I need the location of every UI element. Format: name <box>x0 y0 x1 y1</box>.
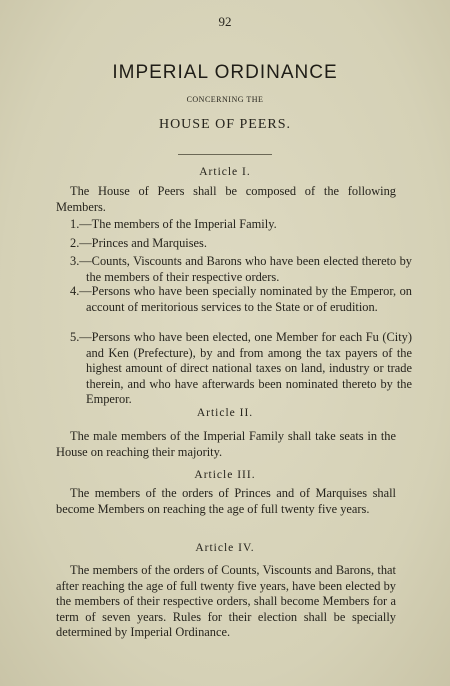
page-title: IMPERIAL ORDINANCE <box>112 62 338 83</box>
article-4-heading: Article IV. <box>195 542 255 554</box>
section-title: HOUSE OF PEERS. <box>158 117 292 132</box>
article-1-item-2: 2.—Princes and Marquises. <box>70 236 207 250</box>
article-2-heading: Article II. <box>196 407 254 419</box>
subtitle: CONCERNING THE <box>186 95 264 104</box>
article-1-intro: The House of Peers shall be composed of the following Members. <box>56 184 396 214</box>
article-3-heading: Article III. <box>194 469 256 481</box>
article-2-text: The male members of the Imperial Family shall take seats in the House on reaching their majority. <box>56 429 396 459</box>
article-1-heading: Article I. <box>199 166 251 178</box>
page-number: 92 <box>218 14 232 29</box>
article-4-text: The members of the orders of Counts, Viscounts and Barons, that after reaching the age of full twenty five years, have been elected by the members of their respective orders, shall become Members for a term of seven years. Rules for their election shall be specially determined by Imperial Ordinance. <box>56 563 396 639</box>
article-1-item-4: 4.—Persons who have been specially nominated by the Emperor, on account of meritorious services to the State or of erudition. <box>70 284 412 314</box>
article-1-item-3: 3.—Counts, Viscounts and Barons who have been elected thereto by the members of their respective orders. <box>70 254 412 284</box>
divider <box>178 154 272 155</box>
article-1-item-1: 1.—The members of the Imperial Family. <box>70 217 277 231</box>
article-3-text: The members of the orders of Princes and of Marquises shall become Members on reaching the age of full twenty five years. <box>56 486 396 516</box>
article-1-item-5: 5.—Persons who have been elected, one Member for each Fu (City) and Ken (Prefecture), by and from among the tax payers of the highest amount of direct national taxes on land, industry or trade therein, and who have afterwards been nominated thereto by the Emperor. <box>70 330 412 406</box>
